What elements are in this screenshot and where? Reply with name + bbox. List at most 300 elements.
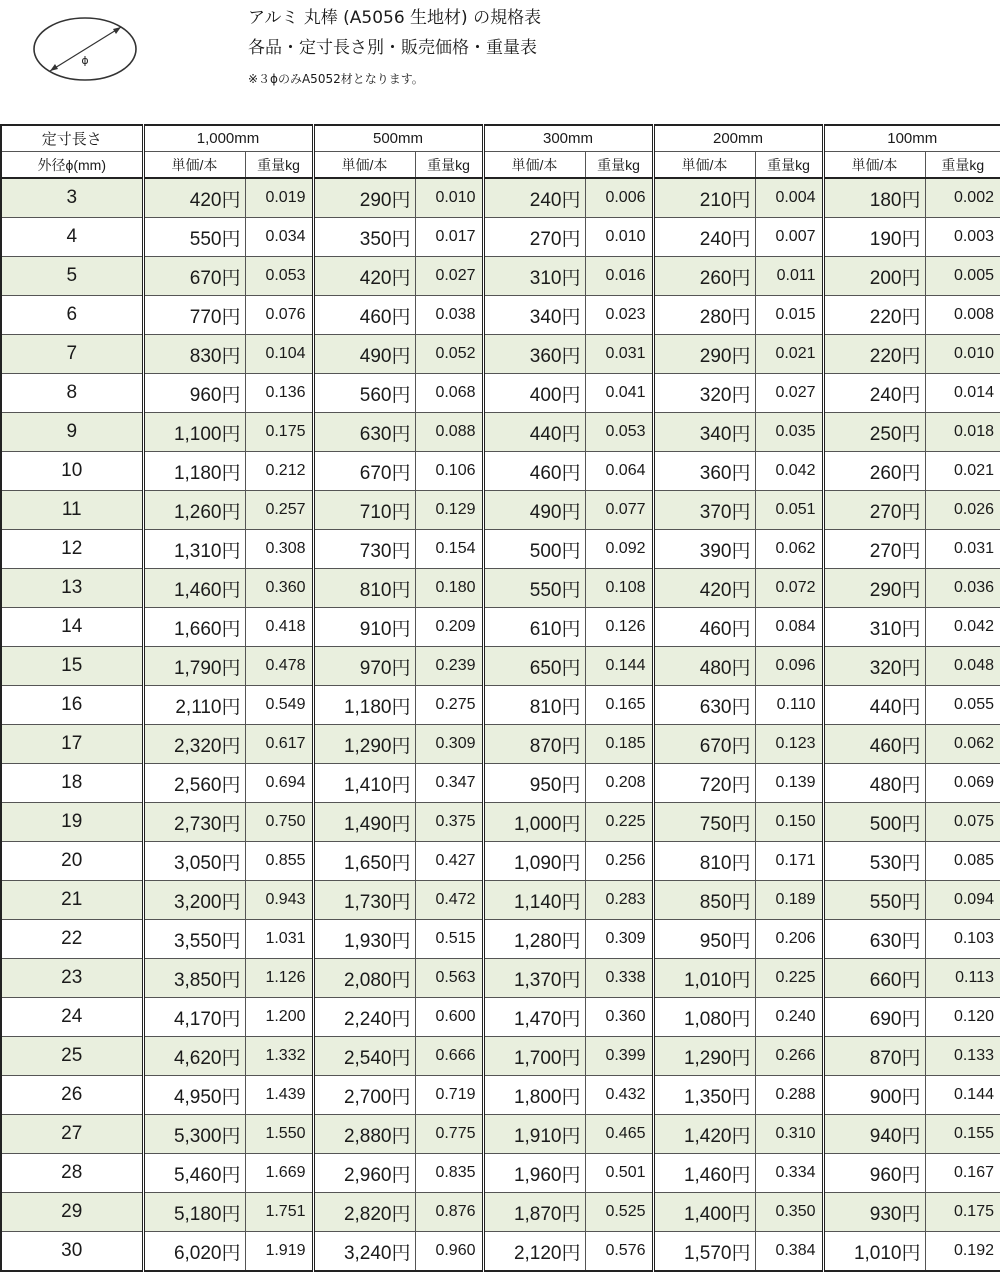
weight-cell: 0.334	[755, 1154, 823, 1193]
weight-cell: 0.021	[925, 452, 1000, 491]
weight-cell: 0.144	[925, 1076, 1000, 1115]
weight-cell: 0.139	[755, 764, 823, 803]
weight-cell: 0.064	[585, 452, 653, 491]
price-cell: 1,350円	[653, 1076, 755, 1115]
weight-cell: 0.007	[755, 218, 823, 257]
price-cell: 900円	[823, 1076, 925, 1115]
price-cell: 1,010円	[823, 1232, 925, 1272]
weight-cell: 0.052	[415, 335, 483, 374]
weight-cell: 0.042	[755, 452, 823, 491]
price-cell: 480円	[653, 647, 755, 686]
weight-cell: 0.010	[925, 335, 1000, 374]
weight-header: 重量kg	[415, 152, 483, 179]
weight-cell: 0.015	[755, 296, 823, 335]
price-cell: 440円	[483, 413, 585, 452]
price-cell: 390円	[653, 530, 755, 569]
price-cell: 320円	[653, 374, 755, 413]
weight-cell: 1.751	[245, 1193, 313, 1232]
weight-cell: 0.240	[755, 998, 823, 1037]
price-cell: 500円	[483, 530, 585, 569]
diameter-cell: 13	[1, 569, 143, 608]
weight-cell: 0.053	[585, 413, 653, 452]
weight-cell: 0.360	[585, 998, 653, 1037]
weight-cell: 0.053	[245, 257, 313, 296]
weight-cell: 0.003	[925, 218, 1000, 257]
price-cell: 610円	[483, 608, 585, 647]
weight-cell: 0.005	[925, 257, 1000, 296]
table-row	[1, 1037, 1000, 1076]
weight-cell: 0.206	[755, 920, 823, 959]
weight-cell: 0.126	[585, 608, 653, 647]
table-row	[1, 257, 1000, 296]
title-block	[248, 4, 541, 88]
length-header: 1,000mm	[143, 125, 313, 152]
weight-cell: 0.472	[415, 881, 483, 920]
price-cell: 5,180円	[143, 1193, 245, 1232]
diameter-cell: 14	[1, 608, 143, 647]
price-cell: 4,170円	[143, 998, 245, 1037]
column-header-row	[1, 152, 1000, 179]
diameter-cell: 7	[1, 335, 143, 374]
weight-cell: 0.088	[415, 413, 483, 452]
weight-cell: 1.669	[245, 1154, 313, 1193]
weight-cell: 0.288	[755, 1076, 823, 1115]
length-header: 200mm	[653, 125, 823, 152]
price-cell: 420円	[653, 569, 755, 608]
diameter-cell: 4	[1, 218, 143, 257]
weight-cell: 0.617	[245, 725, 313, 764]
price-cell: 320円	[823, 647, 925, 686]
price-cell: 1,100円	[143, 413, 245, 452]
price-cell: 950円	[653, 920, 755, 959]
price-cell: 1,800円	[483, 1076, 585, 1115]
price-cell: 370円	[653, 491, 755, 530]
price-cell: 180円	[823, 178, 925, 218]
table-row	[1, 452, 1000, 491]
price-cell: 1,280円	[483, 920, 585, 959]
weight-cell: 0.549	[245, 686, 313, 725]
price-cell: 630円	[313, 413, 415, 452]
weight-cell: 0.308	[245, 530, 313, 569]
price-cell: 530円	[823, 842, 925, 881]
weight-cell: 1.550	[245, 1115, 313, 1154]
weight-cell: 0.750	[245, 803, 313, 842]
table-row	[1, 920, 1000, 959]
price-header: 単価/本	[823, 152, 925, 179]
page-title: アルミ 丸棒 (A5056 生地材) の規格表	[248, 8, 542, 28]
price-cell: 1,730円	[313, 881, 415, 920]
price-cell: 340円	[483, 296, 585, 335]
price-cell: 270円	[823, 491, 925, 530]
weight-cell: 0.310	[755, 1115, 823, 1154]
weight-cell: 0.943	[245, 881, 313, 920]
table-body	[1, 178, 1000, 1271]
weight-cell: 0.384	[755, 1232, 823, 1272]
price-cell: 1,650円	[313, 842, 415, 881]
weight-cell: 0.525	[585, 1193, 653, 1232]
weight-cell: 0.068	[415, 374, 483, 413]
diameter-cell: 24	[1, 998, 143, 1037]
weight-cell: 1.439	[245, 1076, 313, 1115]
weight-cell: 0.171	[755, 842, 823, 881]
weight-header: 重量kg	[245, 152, 313, 179]
diameter-cell: 26	[1, 1076, 143, 1115]
weight-cell: 0.175	[245, 413, 313, 452]
price-cell: 670円	[653, 725, 755, 764]
weight-cell: 0.694	[245, 764, 313, 803]
weight-cell: 0.133	[925, 1037, 1000, 1076]
length-header: 100mm	[823, 125, 1000, 152]
weight-cell: 0.350	[755, 1193, 823, 1232]
price-header: 単価/本	[483, 152, 585, 179]
weight-cell: 0.185	[585, 725, 653, 764]
price-cell: 1,470円	[483, 998, 585, 1037]
price-cell: 1,180円	[313, 686, 415, 725]
price-cell: 1,660円	[143, 608, 245, 647]
price-cell: 1,290円	[653, 1037, 755, 1076]
table-row	[1, 1076, 1000, 1115]
weight-cell: 0.018	[925, 413, 1000, 452]
table-row	[1, 569, 1000, 608]
weight-cell: 0.478	[245, 647, 313, 686]
price-cell: 2,110円	[143, 686, 245, 725]
table-row	[1, 1115, 1000, 1154]
table-row	[1, 959, 1000, 998]
weight-cell: 0.136	[245, 374, 313, 413]
table-row	[1, 881, 1000, 920]
arrowhead-bottom	[50, 64, 58, 71]
price-cell: 720円	[653, 764, 755, 803]
weight-cell: 1.332	[245, 1037, 313, 1076]
diameter-cell: 5	[1, 257, 143, 296]
price-cell: 940円	[823, 1115, 925, 1154]
price-cell: 260円	[653, 257, 755, 296]
weight-cell: 0.144	[585, 647, 653, 686]
weight-cell: 0.048	[925, 647, 1000, 686]
price-cell: 420円	[143, 178, 245, 218]
diameter-cell: 28	[1, 1154, 143, 1193]
weight-cell: 0.016	[585, 257, 653, 296]
price-cell: 1,960円	[483, 1154, 585, 1193]
table-row	[1, 1193, 1000, 1232]
price-cell: 210円	[653, 178, 755, 218]
price-cell: 4,620円	[143, 1037, 245, 1076]
price-cell: 750円	[653, 803, 755, 842]
weight-cell: 0.208	[585, 764, 653, 803]
price-cell: 3,240円	[313, 1232, 415, 1272]
diameter-cell: 17	[1, 725, 143, 764]
weight-cell: 0.034	[245, 218, 313, 257]
weight-cell: 0.775	[415, 1115, 483, 1154]
page-subtitle: 各品・定寸長さ別・販売価格・重量表	[248, 38, 537, 58]
weight-cell: 0.104	[245, 335, 313, 374]
weight-cell: 0.110	[755, 686, 823, 725]
price-cell: 550円	[823, 881, 925, 920]
weight-cell: 0.876	[415, 1193, 483, 1232]
price-cell: 770円	[143, 296, 245, 335]
price-cell: 5,300円	[143, 1115, 245, 1154]
price-cell: 1,410円	[313, 764, 415, 803]
price-cell: 3,200円	[143, 881, 245, 920]
diagram-phi-label: ϕ	[81, 54, 89, 67]
weight-cell: 0.062	[925, 725, 1000, 764]
price-cell: 550円	[143, 218, 245, 257]
price-cell: 930円	[823, 1193, 925, 1232]
price-cell: 810円	[653, 842, 755, 881]
diameter-cell: 3	[1, 178, 143, 218]
price-header: 単価/本	[313, 152, 415, 179]
price-cell: 690円	[823, 998, 925, 1037]
price-cell: 2,700円	[313, 1076, 415, 1115]
price-cell: 1,700円	[483, 1037, 585, 1076]
price-cell: 1,790円	[143, 647, 245, 686]
weight-cell: 0.019	[245, 178, 313, 218]
weight-cell: 0.014	[925, 374, 1000, 413]
price-cell: 1,310円	[143, 530, 245, 569]
price-cell: 2,540円	[313, 1037, 415, 1076]
weight-cell: 0.175	[925, 1193, 1000, 1232]
price-cell: 960円	[823, 1154, 925, 1193]
weight-cell: 0.167	[925, 1154, 1000, 1193]
weight-cell: 1.126	[245, 959, 313, 998]
weight-cell: 0.212	[245, 452, 313, 491]
weight-cell: 0.283	[585, 881, 653, 920]
price-cell: 350円	[313, 218, 415, 257]
table-row	[1, 764, 1000, 803]
price-cell: 500円	[823, 803, 925, 842]
price-cell: 1,260円	[143, 491, 245, 530]
weight-cell: 0.103	[925, 920, 1000, 959]
price-cell: 2,820円	[313, 1193, 415, 1232]
price-cell: 2,960円	[313, 1154, 415, 1193]
weight-cell: 0.084	[755, 608, 823, 647]
weight-cell: 0.072	[755, 569, 823, 608]
price-cell: 1,420円	[653, 1115, 755, 1154]
price-cell: 660円	[823, 959, 925, 998]
weight-cell: 0.855	[245, 842, 313, 881]
diameter-cell: 18	[1, 764, 143, 803]
price-cell: 630円	[653, 686, 755, 725]
weight-cell: 0.075	[925, 803, 1000, 842]
price-cell: 1,910円	[483, 1115, 585, 1154]
table-row	[1, 1154, 1000, 1193]
price-cell: 870円	[483, 725, 585, 764]
weight-cell: 0.129	[415, 491, 483, 530]
diameter-cell: 15	[1, 647, 143, 686]
weight-cell: 0.563	[415, 959, 483, 998]
weight-cell: 0.154	[415, 530, 483, 569]
weight-cell: 0.189	[755, 881, 823, 920]
price-cell: 2,080円	[313, 959, 415, 998]
price-cell: 1,180円	[143, 452, 245, 491]
table-row	[1, 842, 1000, 881]
price-cell: 460円	[313, 296, 415, 335]
weight-cell: 1.919	[245, 1232, 313, 1272]
price-cell: 550円	[483, 569, 585, 608]
table-row	[1, 491, 1000, 530]
price-cell: 830円	[143, 335, 245, 374]
weight-cell: 0.338	[585, 959, 653, 998]
price-cell: 400円	[483, 374, 585, 413]
price-cell: 2,320円	[143, 725, 245, 764]
weight-cell: 0.027	[755, 374, 823, 413]
table-row	[1, 413, 1000, 452]
price-cell: 1,570円	[653, 1232, 755, 1272]
price-cell: 420円	[313, 257, 415, 296]
price-cell: 270円	[483, 218, 585, 257]
price-cell: 850円	[653, 881, 755, 920]
table-row	[1, 998, 1000, 1037]
diameter-cell: 19	[1, 803, 143, 842]
price-cell: 490円	[313, 335, 415, 374]
weight-header: 重量kg	[755, 152, 823, 179]
weight-cell: 0.004	[755, 178, 823, 218]
price-cell: 360円	[483, 335, 585, 374]
weight-cell: 0.096	[755, 647, 823, 686]
weight-cell: 0.165	[585, 686, 653, 725]
price-cell: 1,290円	[313, 725, 415, 764]
material-note: ※３ϕのみA5052材となります。	[248, 72, 424, 86]
price-cell: 440円	[823, 686, 925, 725]
price-cell: 1,930円	[313, 920, 415, 959]
table-row	[1, 178, 1000, 218]
diameter-cell: 27	[1, 1115, 143, 1154]
price-cell: 460円	[823, 725, 925, 764]
page-header	[0, 0, 1000, 124]
weight-cell: 0.010	[585, 218, 653, 257]
weight-cell: 0.077	[585, 491, 653, 530]
weight-cell: 0.192	[925, 1232, 1000, 1272]
weight-cell: 0.155	[925, 1115, 1000, 1154]
price-cell: 1,370円	[483, 959, 585, 998]
weight-cell: 0.515	[415, 920, 483, 959]
table-row	[1, 608, 1000, 647]
price-cell: 250円	[823, 413, 925, 452]
weight-cell: 0.106	[415, 452, 483, 491]
diameter-cell: 29	[1, 1193, 143, 1232]
price-cell: 710円	[313, 491, 415, 530]
price-cell: 1,140円	[483, 881, 585, 920]
weight-cell: 0.120	[925, 998, 1000, 1037]
length-header: 500mm	[313, 125, 483, 152]
weight-cell: 0.011	[755, 257, 823, 296]
table-row	[1, 1232, 1000, 1272]
price-cell: 2,240円	[313, 998, 415, 1037]
weight-cell: 0.150	[755, 803, 823, 842]
weight-cell: 0.418	[245, 608, 313, 647]
weight-cell: 0.031	[585, 335, 653, 374]
diameter-cell: 20	[1, 842, 143, 881]
weight-cell: 0.399	[585, 1037, 653, 1076]
price-cell: 970円	[313, 647, 415, 686]
arrowhead-top	[113, 27, 121, 34]
weight-cell: 0.501	[585, 1154, 653, 1193]
diameter-cell: 16	[1, 686, 143, 725]
price-cell: 220円	[823, 296, 925, 335]
price-cell: 1,080円	[653, 998, 755, 1037]
price-cell: 3,850円	[143, 959, 245, 998]
weight-cell: 0.092	[585, 530, 653, 569]
price-cell: 1,870円	[483, 1193, 585, 1232]
weight-cell: 0.123	[755, 725, 823, 764]
weight-cell: 0.465	[585, 1115, 653, 1154]
weight-cell: 0.076	[245, 296, 313, 335]
weight-cell: 0.835	[415, 1154, 483, 1193]
price-header: 単価/本	[653, 152, 755, 179]
price-cell: 240円	[823, 374, 925, 413]
diameter-cell: 10	[1, 452, 143, 491]
price-cell: 360円	[653, 452, 755, 491]
weight-cell: 0.309	[585, 920, 653, 959]
weight-cell: 0.042	[925, 608, 1000, 647]
weight-cell: 0.010	[415, 178, 483, 218]
weight-cell: 0.108	[585, 569, 653, 608]
table-row	[1, 803, 1000, 842]
weight-cell: 0.256	[585, 842, 653, 881]
weight-header: 重量kg	[585, 152, 653, 179]
weight-cell: 0.432	[585, 1076, 653, 1115]
weight-cell: 0.006	[585, 178, 653, 218]
price-cell: 190円	[823, 218, 925, 257]
table-row	[1, 686, 1000, 725]
weight-cell: 0.225	[755, 959, 823, 998]
price-cell: 560円	[313, 374, 415, 413]
weight-cell: 0.055	[925, 686, 1000, 725]
table-row	[1, 725, 1000, 764]
price-cell: 630円	[823, 920, 925, 959]
price-cell: 290円	[823, 569, 925, 608]
diameter-cell: 30	[1, 1232, 143, 1272]
weight-cell: 0.027	[415, 257, 483, 296]
price-cell: 670円	[143, 257, 245, 296]
diameter-cell: 6	[1, 296, 143, 335]
price-cell: 1,490円	[313, 803, 415, 842]
weight-cell: 0.347	[415, 764, 483, 803]
weight-cell: 0.069	[925, 764, 1000, 803]
price-cell: 310円	[483, 257, 585, 296]
price-cell: 220円	[823, 335, 925, 374]
diameter-cell: 8	[1, 374, 143, 413]
weight-cell: 0.266	[755, 1037, 823, 1076]
price-cell: 460円	[653, 608, 755, 647]
length-header: 300mm	[483, 125, 653, 152]
diameter-cell: 9	[1, 413, 143, 452]
price-cell: 2,120円	[483, 1232, 585, 1272]
table-row	[1, 296, 1000, 335]
table-row	[1, 647, 1000, 686]
weight-cell: 0.031	[925, 530, 1000, 569]
weight-cell: 0.017	[415, 218, 483, 257]
price-cell: 240円	[483, 178, 585, 218]
weight-cell: 0.002	[925, 178, 1000, 218]
weight-cell: 0.275	[415, 686, 483, 725]
price-cell: 950円	[483, 764, 585, 803]
diameter-cell: 12	[1, 530, 143, 569]
weight-cell: 0.360	[245, 569, 313, 608]
weight-cell: 0.666	[415, 1037, 483, 1076]
price-cell: 650円	[483, 647, 585, 686]
weight-cell: 0.094	[925, 881, 1000, 920]
table-row	[1, 374, 1000, 413]
weight-cell: 0.180	[415, 569, 483, 608]
weight-cell: 0.427	[415, 842, 483, 881]
weight-cell: 0.008	[925, 296, 1000, 335]
price-cell: 2,560円	[143, 764, 245, 803]
weight-cell: 0.085	[925, 842, 1000, 881]
price-cell: 730円	[313, 530, 415, 569]
weight-cell: 0.375	[415, 803, 483, 842]
diameter-cell: 21	[1, 881, 143, 920]
